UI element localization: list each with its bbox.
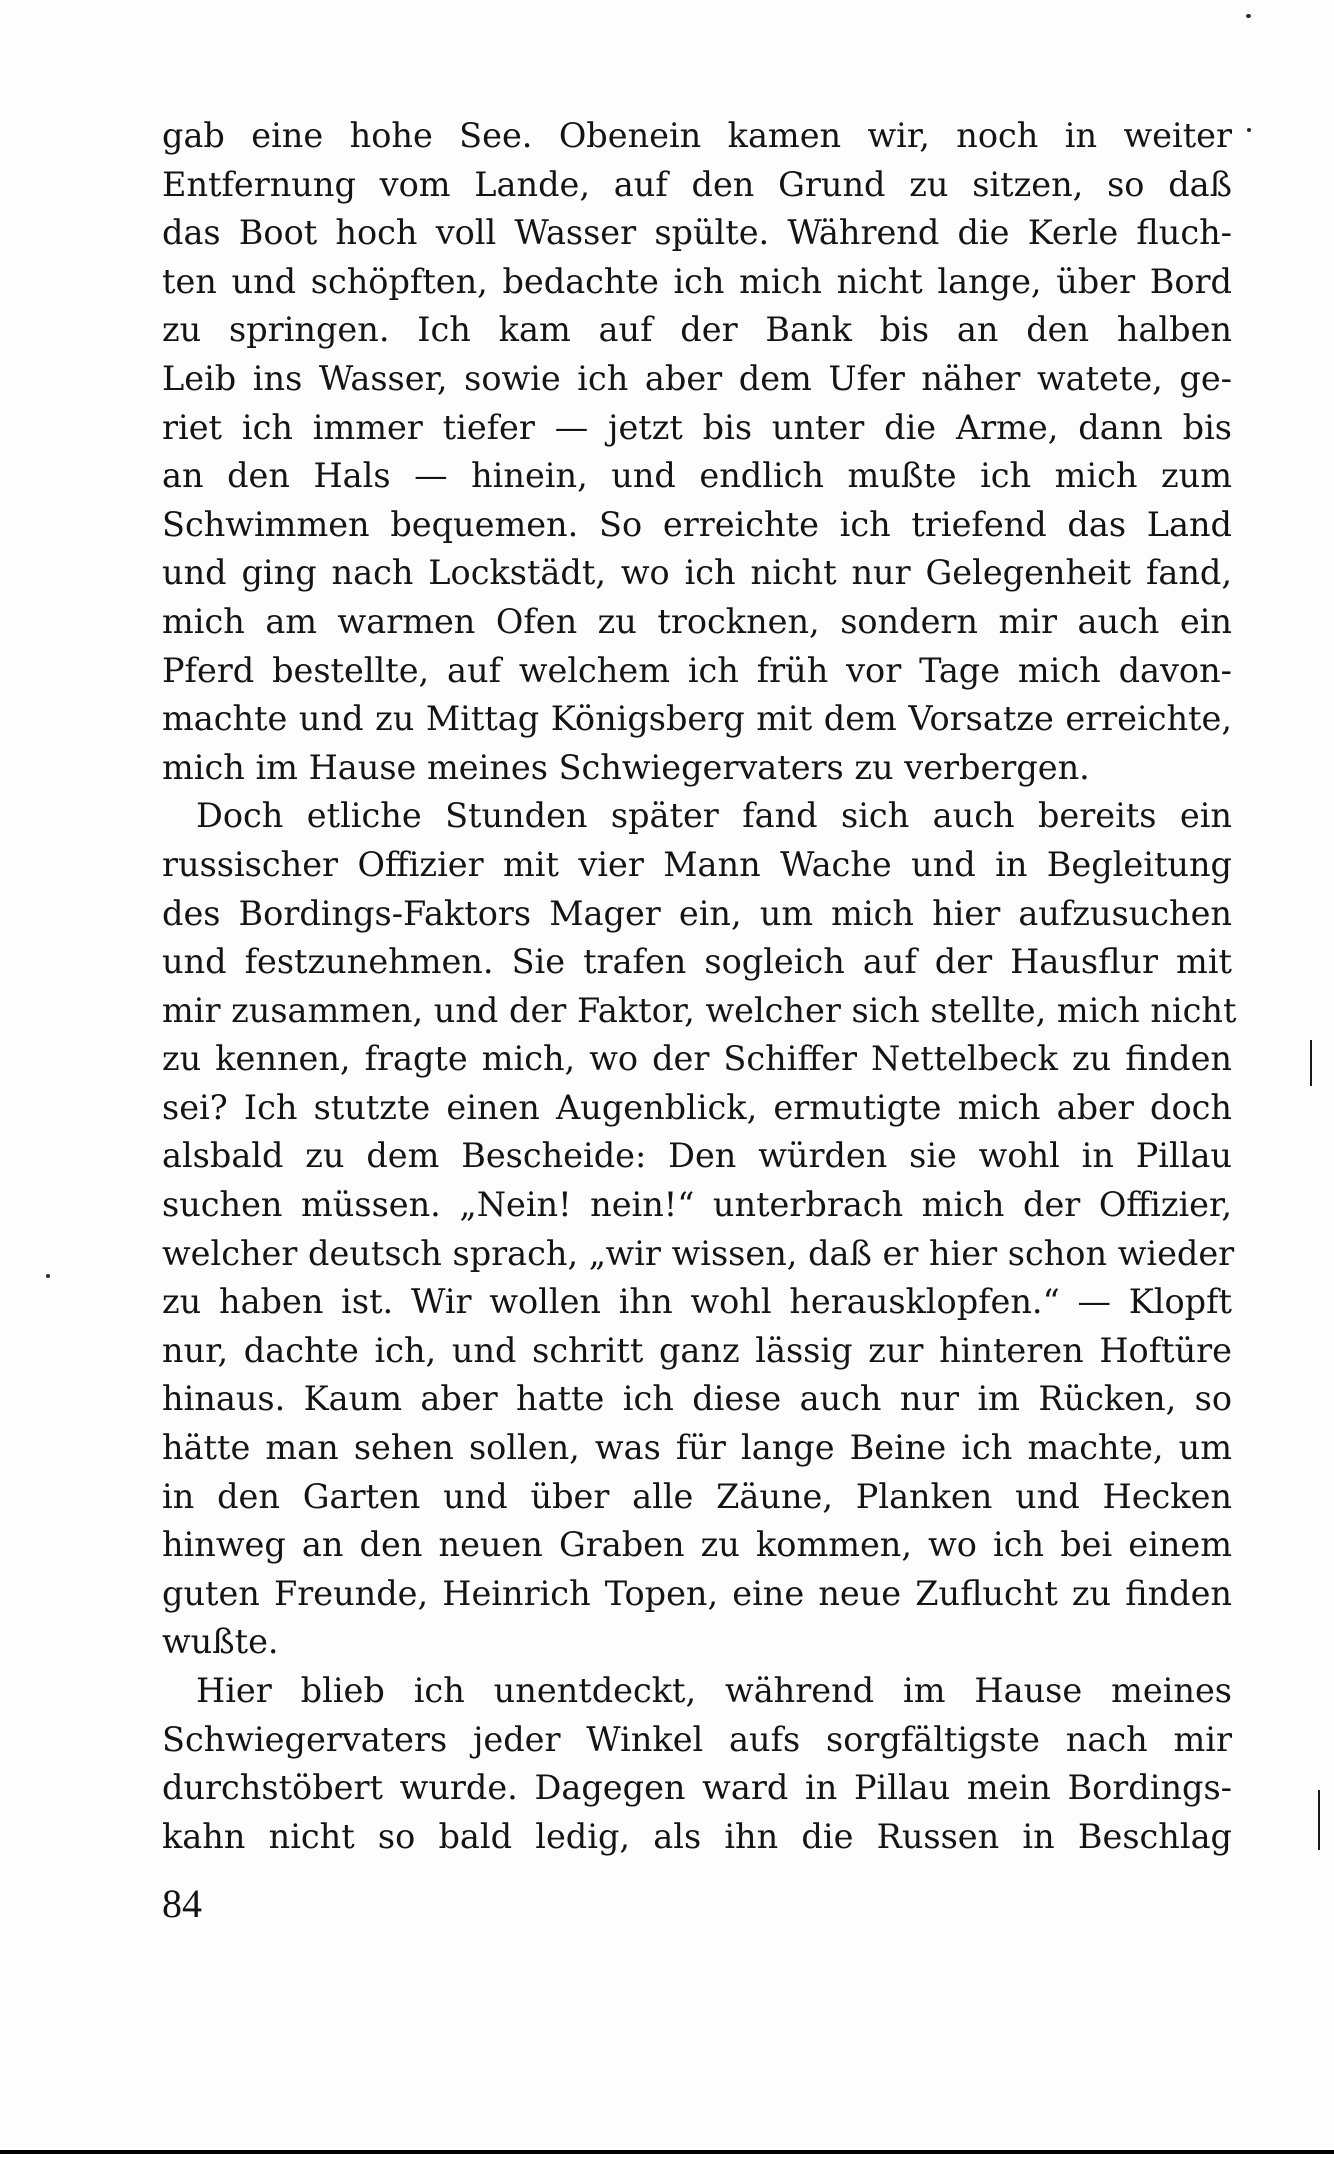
text-line: Pferd bestellte, auf welchem ich früh vor Tage mich davon- [162,650,1232,690]
text-line: riet ich immer tiefer — jetzt bis unter die Arme, dann bis [162,407,1232,447]
text-line: hätte man sehen sollen, was für lange Beine ich machte, um [162,1428,1232,1468]
text-line: und festzunehmen. Sie trafen sogleich auf der Hausflur mit [162,942,1232,982]
text-line: mich am warmen Ofen zu trocknen, sondern mir auch ein [162,601,1232,641]
text-line: machte und zu Mittag Königsberg mit dem Vorsatze erreichte, [162,699,1232,739]
text-line: und ging nach Lockstädt, wo ich nicht nur Gelegenheit fand, [162,553,1232,593]
text-line: guten Freunde, Heinrich Topen, eine neue Zuflucht zu finden [162,1573,1232,1613]
page-number: 84 [162,1881,202,1926]
scan-speck [1246,14,1251,18]
text-line: zu springen. Ich kam auf der Bank bis an den halben [162,310,1232,350]
text-line: an den Hals — hinein, und endlich mußte ich mich zum [162,456,1232,496]
text-line: hinaus. Kaum aber hatte ich diese auch nur im Rücken, so [162,1379,1232,1419]
scan-edge-mark [1310,1040,1312,1086]
text-line: Leib ins Wasser, sowie ich aber dem Ufer näher watete, ge- [162,358,1232,398]
body-text [162,112,1237,1861]
text-line: gab eine hohe See. Obenein kamen wir, noch in weiter [162,116,1232,155]
text-line: Schwimmen bequemen. So erreichte ich triefend das Land [162,504,1232,544]
paragraph-start-line: Hier blieb ich unentdeckt, während im Hause meines [196,1671,1232,1710]
text-line: nur, dachte ich, und schritt ganz lässig zur hinteren Hoftüre [162,1330,1232,1370]
paragraph-end-line: wußte. [162,1622,279,1662]
text-line: hinweg an den neuen Graben zu kommen, wo ich bei einem [162,1525,1232,1565]
scan-speck [46,1274,50,1278]
text-line: Schwiegervaters jeder Winkel aufs sorgfältigste nach mir [162,1719,1232,1759]
scan-edge-mark [1318,1790,1320,1850]
text-line: das Boot hoch voll Wasser spülte. Während die Kerle fluch- [162,213,1232,253]
scan-bottom-edge [0,2146,1334,2160]
scan-speck [1247,128,1251,132]
text-line: des Bordings-Faktors Mager ein, um mich hier aufzusuchen [162,893,1232,933]
text-line: Entfernung vom Lande, auf den Grund zu sitzen, so daß [162,164,1232,204]
text-line: alsbald zu dem Bescheide: Den würden sie wohl in Pillau [162,1136,1232,1176]
text-line: russischer Offizier mit vier Mann Wache und in Begleitung [162,844,1232,884]
paragraph-start-line: Doch etliche Stunden später fand sich auch bereits ein [196,796,1232,836]
text-line: suchen müssen. „Nein! nein!“ unterbrach mich der Offizier, [162,1185,1232,1225]
text-line: zu kennen, fragte mich, wo der Schiffer Nettelbeck zu finden [162,1039,1232,1079]
text-line: durchstöbert wurde. Dagegen ward in Pillau mein Bordings- [162,1768,1232,1808]
text-line: mir zusammen, und der Faktor, welcher sich stellte, mich nicht [162,990,1237,1030]
text-line: welcher deutsch sprach, „wir wissen, daß er hier schon wieder [162,1233,1235,1273]
text-line: in den Garten und über alle Zäune, Planken und Hecken [162,1476,1232,1516]
paragraph-end-line: mich im Hause meines Schwiegervaters zu verbergen. [162,747,1090,787]
text-line: sei? Ich stutzte einen Augenblick, ermutigte mich aber doch [162,1087,1232,1127]
text-line: kahn nicht so bald ledig, als ihn die Russen in Beschlag [162,1816,1232,1856]
text-line: zu haben ist. Wir wollen ihn wohl herausklopfen.“ — Klopft [162,1282,1232,1322]
text-line: ten und schöpften, bedachte ich mich nicht lange, über Bord [162,261,1232,301]
